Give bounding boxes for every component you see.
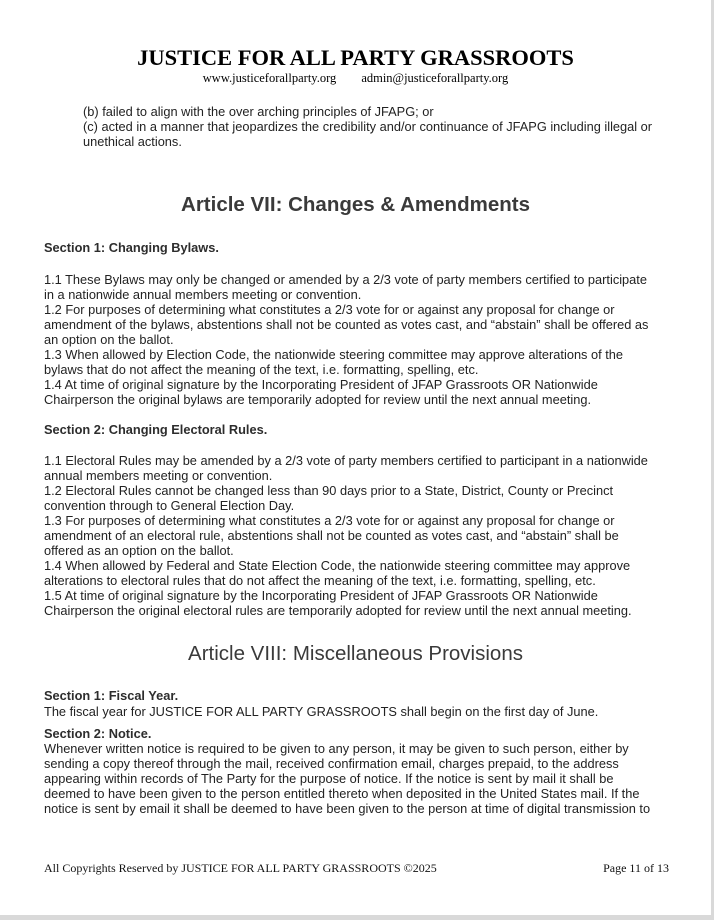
paragraph-line: amendment of the bylaws, abstentions shall not be counted as votes cast, and “abstain” shall be offered as xyxy=(44,317,649,332)
paragraph-line: 1.1 These Bylaws may only be changed or amended by a 2/3 vote of party members certified to participate xyxy=(44,272,647,287)
paragraph-line: notice is sent by email it shall be deemed to have been given to the person at time of digital transmission to xyxy=(44,801,651,816)
paragraph-line: Whenever written notice is required to be given to any person, it may be given to such person, either by xyxy=(44,741,629,756)
organization-name: JUSTICE FOR ALL PARTY GRASSROOTS xyxy=(137,45,574,70)
footer-copyright: All Copyrights Reserved by JUSTICE FOR ALL PARTY GRASSROOTS ©2025 xyxy=(44,861,437,875)
paragraph-line: deemed to have been given to the person entitled thereto when deposited in the United States mail. If the xyxy=(44,786,640,801)
paragraph-line: 1.3 When allowed by Election Code, the nationwide steering committee may approve alterations of the xyxy=(44,347,624,362)
footer-page-number: Page 11 of 13 xyxy=(603,861,669,875)
paragraph-line: offered as an option on the ballot. xyxy=(44,543,234,558)
paragraph-line: convention through to General Election Day. xyxy=(44,498,295,513)
article-7-title: Article VII: Changes & Amendments xyxy=(181,193,530,216)
paragraph-line: The fiscal year for JUSTICE FOR ALL PARTY GRASSROOTS shall begin on the first day of June. xyxy=(44,704,599,719)
section-heading: Section 1: Fiscal Year. xyxy=(44,688,179,703)
paragraph-line: annual members meeting or convention. xyxy=(44,468,273,483)
contact-line xyxy=(0,71,711,86)
paragraph-line: 1.2 Electoral Rules cannot be changed less than 90 days prior to a State, District, County or Precinct xyxy=(44,483,614,498)
paragraph-line: 1.3 For purposes of determining what constitutes a 2/3 vote for or against any proposal for change or xyxy=(44,513,615,528)
article-8-title: Article VIII: Miscellaneous Provisions xyxy=(188,642,523,665)
section-heading: Section 2: Notice. xyxy=(44,726,152,741)
section-heading: Section 2: Changing Electoral Rules. xyxy=(44,422,268,437)
paragraph-line: an option on the ballot. xyxy=(44,332,174,347)
intro-line: (c) acted in a manner that jeopardizes the credibility and/or continuance of JFAPG including illegal or xyxy=(83,119,653,134)
paragraph-line: appearing within records of The Party for the purpose of notice. If the notice is sent by mail it shall be xyxy=(44,771,614,786)
paragraph-line: 1.4 At time of original signature by the Incorporating President of JFAP Grassroots OR Nationwide xyxy=(44,377,598,392)
paragraph-line: Chairperson the original bylaws are temporarily adopted for review until the next annual meeting. xyxy=(44,392,592,407)
paragraph-line: 1.2 For purposes of determining what constitutes a 2/3 vote for or against any proposal for change or xyxy=(44,302,615,317)
section-heading: Section 1: Changing Bylaws. xyxy=(44,240,219,255)
paragraph-line: 1.5 At time of original signature by the Incorporating President of JFAP Grassroots OR Nationwide xyxy=(44,588,598,603)
paragraph-line: bylaws that do not affect the meaning of the text, i.e. formatting, spelling, etc. xyxy=(44,362,479,377)
paragraph-line: Chairperson the original electoral rules are temporarily adopted for review until the next annual meeting. xyxy=(44,603,632,618)
intro-line: (b) failed to align with the over arching principles of JFAPG; or xyxy=(83,104,434,119)
paragraph-line: 1.1 Electoral Rules may be amended by a 2/3 vote of party members certified to participant in a nationwide xyxy=(44,453,648,468)
website-link[interactable]: www.justiceforallparty.org xyxy=(202,71,337,85)
page-edge-bottom xyxy=(0,915,714,920)
email-link[interactable]: admin@justiceforallparty.org xyxy=(361,71,509,85)
paragraph-line: 1.4 When allowed by Federal and State Election Code, the nationwide steering committee may approve xyxy=(44,558,631,573)
paragraph-line: amendment of an electoral rule, abstentions shall not be counted as votes cast, and “abstain” shall be xyxy=(44,528,619,543)
intro-line: unethical actions. xyxy=(83,134,182,149)
paragraph-line: alterations to electoral rules that do not affect the meaning of the text, i.e. formatting, spelling, etc. xyxy=(44,573,596,588)
paragraph-line: in a nationwide annual members meeting or convention. xyxy=(44,287,362,302)
paragraph-line: sending a copy thereof through the mail, received confirmation email, charges prepaid, to the address xyxy=(44,756,619,771)
